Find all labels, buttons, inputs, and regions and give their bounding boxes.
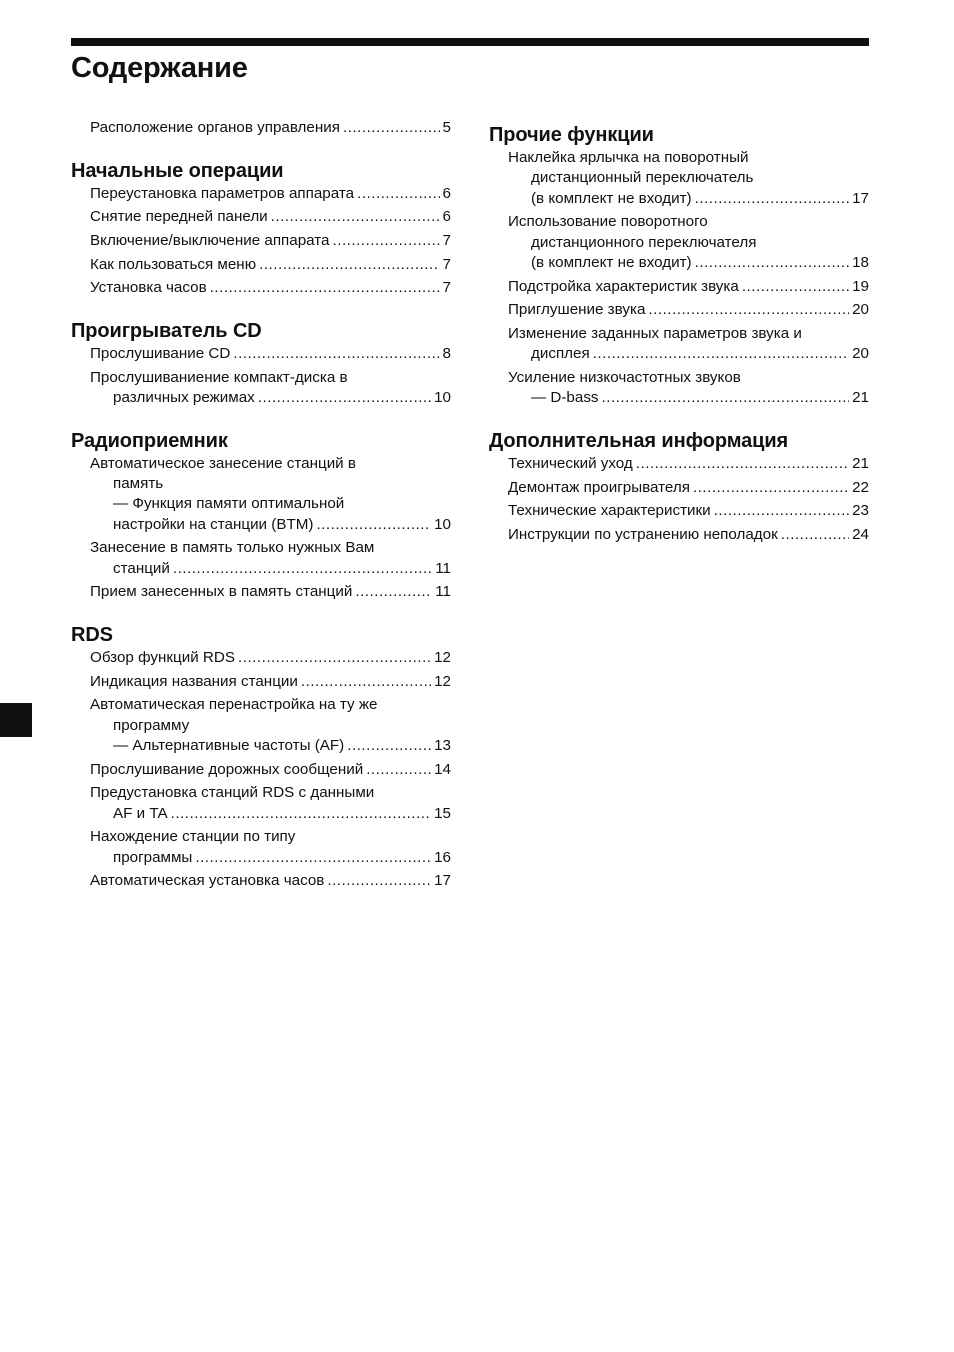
toc-entry-leader-line	[90, 344, 451, 364]
toc-section	[71, 428, 451, 606]
toc-entry[interactable]	[508, 525, 869, 549]
toc-entry-label: — Альтернативные частоты (AF)	[113, 737, 345, 755]
page-number: 18	[852, 253, 869, 271]
section-heading: Начальные операции	[71, 159, 284, 182]
toc-left-column	[71, 118, 451, 895]
toc-entry-line: программу	[113, 716, 190, 734]
section-heading: Проигрыватель CD	[71, 320, 262, 343]
dot-leader	[357, 184, 439, 204]
toc-entry-line: Нахождение станции по типу	[90, 828, 296, 846]
toc-entry-leader-line	[508, 189, 869, 209]
toc-entry-line: Занесение в память только нужных Вам	[90, 539, 375, 557]
toc-entry-line: дистанционного переключателя	[531, 233, 757, 251]
toc-section	[489, 122, 869, 412]
toc-entry-leader-line	[508, 478, 869, 498]
dot-leader	[271, 207, 440, 227]
toc-entry-label: Прослушивание CD	[90, 345, 231, 363]
toc-entry-leader-line	[90, 231, 451, 251]
toc-entry-leader-line	[508, 525, 869, 545]
toc-entry-leader-line	[508, 253, 869, 273]
side-tab-marker	[0, 703, 32, 737]
section-gap	[71, 302, 451, 318]
toc-entry[interactable]	[508, 148, 869, 212]
toc-entry-label: Установка часов	[90, 279, 207, 297]
dot-leader	[195, 848, 431, 868]
toc-entry-leader-line	[90, 760, 451, 780]
toc-entry-leader-line	[90, 848, 451, 868]
page-number: 8	[442, 345, 451, 363]
page-number: 10	[434, 515, 451, 533]
toc-entry-leader-line	[508, 300, 869, 320]
dot-leader	[602, 388, 850, 408]
toc-section	[71, 118, 451, 142]
toc-entry-leader-line	[508, 277, 869, 297]
dot-leader	[327, 871, 431, 891]
page-number: 6	[442, 208, 451, 226]
toc-section	[71, 318, 451, 412]
page-number: 14	[434, 760, 451, 778]
toc-entry[interactable]	[90, 278, 451, 302]
toc-entry-leader-line	[90, 118, 451, 138]
toc-entry-line: Использование поворотного	[508, 213, 708, 231]
toc-entry-label: — D-bass	[531, 389, 599, 407]
page-number: 23	[852, 502, 869, 520]
section-heading: Прочие функции	[489, 124, 654, 146]
section-gap	[71, 142, 451, 158]
toc-entry[interactable]	[90, 672, 451, 696]
toc-entry-leader-line	[90, 388, 451, 408]
page-number: 17	[852, 189, 869, 207]
page-number: 6	[442, 184, 451, 202]
dot-leader	[259, 255, 439, 275]
dot-leader	[343, 118, 440, 138]
page-number: 5	[442, 119, 451, 136]
page-number: 21	[852, 389, 869, 407]
page-number: 15	[434, 804, 451, 822]
toc-entry[interactable]	[90, 454, 451, 539]
dot-leader	[714, 501, 849, 521]
toc-entry-label: дисплея	[531, 345, 590, 363]
page-number: 20	[852, 345, 869, 363]
toc-entry[interactable]	[90, 184, 451, 208]
toc-entry-line: Предустановка станций RDS с данными	[90, 784, 375, 802]
toc-entry-leader-line	[508, 388, 869, 408]
toc-entry[interactable]	[90, 760, 451, 784]
toc-entry[interactable]	[508, 368, 869, 412]
dot-leader	[593, 344, 849, 364]
dot-leader	[366, 760, 431, 780]
toc-entry[interactable]	[90, 827, 451, 871]
dot-leader	[171, 804, 431, 824]
section-gap	[71, 412, 451, 428]
dot-leader	[173, 559, 432, 579]
toc-entry-label: Технические характеристики	[508, 502, 711, 520]
toc-entry-label: Обзор функций RDS	[90, 649, 235, 667]
dot-leader	[695, 189, 850, 209]
page-number: 7	[442, 279, 451, 297]
toc-entry-leader-line	[90, 582, 451, 602]
toc-entry-label: (в комплект не входит)	[531, 189, 692, 207]
section-heading: RDS	[71, 624, 113, 647]
toc-entry-leader-line	[90, 804, 451, 824]
dot-leader	[781, 525, 849, 545]
toc-entry-label: Прослушивание дорожных сообщений	[90, 760, 364, 778]
toc-entry-label: настройки на станции (BTM)	[113, 515, 314, 533]
toc-entry-leader-line	[90, 672, 451, 692]
toc-entry-label: Демонтаж проигрывателя	[508, 478, 690, 496]
toc-entry-leader-line	[90, 736, 451, 756]
toc-entry-leader-line	[90, 207, 451, 227]
page-number: 12	[434, 649, 451, 667]
toc-entry-label: станций	[113, 559, 170, 577]
dot-leader	[238, 648, 431, 668]
page-title: Содержание	[71, 52, 248, 84]
page-number: 24	[852, 525, 869, 543]
toc-entry-line: Усиление низкочастотных звуков	[508, 368, 741, 386]
toc-entry[interactable]	[90, 207, 451, 231]
toc-entry-line: Изменение заданных параметров звука и	[508, 324, 802, 342]
toc-entry[interactable]	[90, 648, 451, 672]
toc-entry[interactable]	[90, 344, 451, 368]
toc-entry[interactable]	[508, 501, 869, 525]
toc-entry-label: Автоматическая установка часов	[90, 872, 325, 890]
page-number: 20	[852, 301, 869, 319]
toc-entry-label: Расположение органов управления	[90, 119, 340, 136]
section-gap	[71, 606, 451, 622]
toc-entry[interactable]	[508, 478, 869, 502]
toc-entry-leader-line	[90, 648, 451, 668]
toc-entry[interactable]	[508, 300, 869, 324]
toc-right-column	[489, 122, 869, 549]
dot-leader	[648, 300, 849, 320]
toc-entry[interactable]	[90, 695, 451, 759]
toc-entry-label: Включение/выключение аппарата	[90, 232, 330, 250]
toc-entry-leader-line	[508, 501, 869, 521]
dot-leader	[258, 388, 431, 408]
toc-entry-label: Инструкции по устранению неполадок	[508, 525, 778, 543]
page-number: 11	[435, 583, 451, 601]
toc-entry-leader-line	[90, 184, 451, 204]
toc-entry[interactable]	[90, 118, 451, 142]
page-number: 12	[434, 672, 451, 690]
page-number: 22	[852, 478, 869, 496]
page-number: 10	[434, 389, 451, 407]
dot-leader	[333, 231, 440, 251]
toc-entry[interactable]	[90, 538, 451, 582]
dot-leader	[301, 672, 431, 692]
toc-entry-leader-line	[90, 515, 451, 535]
page-number: 13	[434, 737, 451, 755]
toc-entry-label: Технический уход	[508, 454, 633, 472]
section-gap	[489, 412, 869, 428]
toc-entry[interactable]	[508, 277, 869, 301]
toc-entry[interactable]	[90, 582, 451, 606]
toc-entry-label: программы	[113, 848, 193, 866]
toc-entry-line: Наклейка ярлычка на поворотный	[508, 149, 749, 166]
dot-leader	[636, 454, 849, 474]
toc-entry-leader-line	[508, 454, 869, 474]
toc-entry-line: дистанционный переключатель	[531, 169, 754, 187]
toc-entry-leader-line	[90, 871, 451, 891]
dot-leader	[742, 277, 849, 297]
dot-leader	[210, 278, 440, 298]
toc-section	[71, 158, 451, 302]
toc-entry-line: — Функция памяти оптимальной	[113, 495, 345, 513]
toc-entry-label: AF и TA	[113, 804, 168, 822]
toc-entry-line: память	[113, 475, 164, 493]
dot-leader	[347, 736, 431, 756]
toc-entry-label: (в комплект не входит)	[531, 253, 692, 271]
toc-entry-label: Снятие передней панели	[90, 208, 268, 226]
toc-entry-label: Прием занесенных в память станций	[90, 583, 353, 601]
toc-entry-label: Переустановка параметров аппарата	[90, 184, 355, 202]
page-number: 7	[442, 255, 451, 273]
toc-entry-line: Прослушиваниение компакт-диска в	[90, 368, 348, 386]
toc-entry[interactable]	[508, 212, 869, 276]
toc-entry[interactable]	[90, 368, 451, 412]
toc-entry-label: Как пользоваться меню	[90, 255, 257, 273]
toc-entry[interactable]	[508, 454, 869, 478]
page-number: 11	[435, 559, 451, 577]
page-number: 19	[852, 277, 869, 295]
dot-leader	[355, 582, 432, 602]
toc-entry[interactable]	[90, 231, 451, 255]
toc-entry[interactable]	[90, 871, 451, 895]
toc-entry-leader-line	[90, 278, 451, 298]
section-heading: Дополнительная информация	[489, 429, 789, 452]
toc-entry[interactable]	[508, 324, 869, 368]
toc-entry-label: Приглушение звука	[508, 301, 646, 319]
page-number: 7	[442, 232, 451, 250]
page-number: 21	[852, 454, 869, 472]
toc-entry-leader-line	[90, 255, 451, 275]
top-rule	[71, 38, 869, 46]
toc-entry-leader-line	[90, 559, 451, 579]
dot-leader	[233, 344, 439, 364]
section-heading: Радиоприемник	[71, 429, 228, 452]
dot-leader	[316, 515, 431, 535]
toc-entry[interactable]	[90, 255, 451, 279]
toc-entry-label: различных режимах	[113, 389, 255, 407]
toc-entry-leader-line	[508, 344, 869, 364]
page-number: 17	[434, 872, 451, 890]
dot-leader	[695, 253, 850, 273]
toc-entry-line: Автоматическая перенастройка на ту же	[90, 696, 378, 714]
toc-entry-label: Подстройка характеристик звука	[508, 277, 739, 295]
toc-entry-label: Индикация названия станции	[90, 672, 298, 690]
page-number: 16	[434, 848, 451, 866]
toc-section	[489, 428, 869, 549]
toc-entry[interactable]	[90, 783, 451, 827]
dot-leader	[693, 478, 849, 498]
toc-section	[71, 622, 451, 895]
toc-entry-line: Автоматическое занесение станций в	[90, 454, 356, 472]
